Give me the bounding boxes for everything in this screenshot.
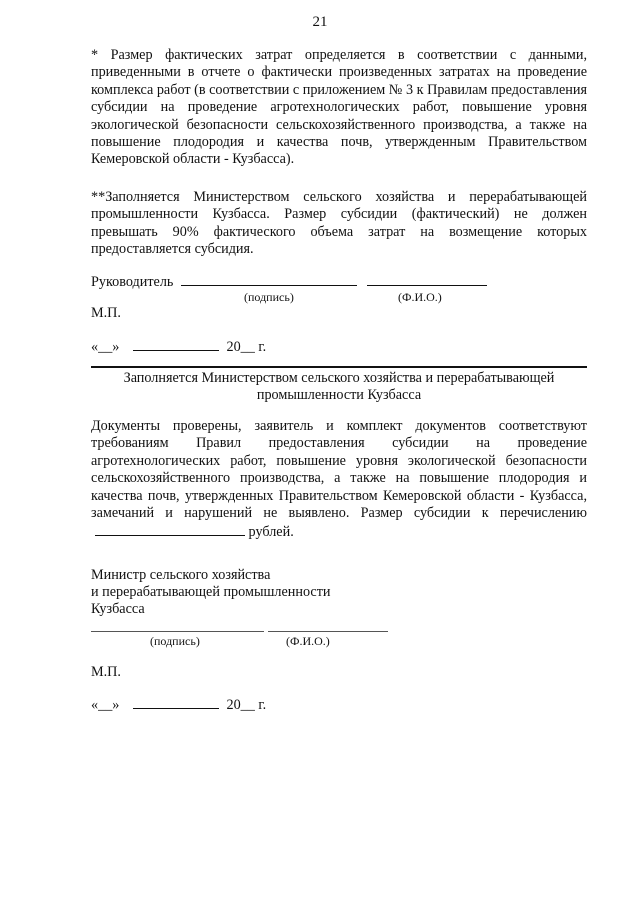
minister-date-month-blank[interactable] [133,695,219,709]
minister-stamp-label: М.П. [91,664,121,680]
ministry-verification-text [91,418,587,542]
minister-signature-blank[interactable] [91,631,264,632]
signature-blank[interactable] [181,272,357,286]
signature-caption: (подпись) [244,290,294,304]
role-label: Руководитель [91,274,174,290]
subsidy-amount-blank[interactable] [95,522,245,536]
ministry-body: Документы проверены, заявитель и комплект документов соответствуют требованиям Правил предоставления субсидии на проведение агротехнологических работ, повышение уровня экологической безопасности сельскохозяйственного производства, а также на повышение плодородия и качества почв, утвержденных Правительством Кемеровской области - Кузбасса, замечаний и нарушений не выявлено. Размер субсидии к перечислению [91,418,587,522]
minister-title-line3: Кузбасса [91,601,145,617]
minister-name-blank[interactable] [268,631,388,632]
page-number: 21 [312,14,328,30]
name-caption: (Ф.И.О.) [398,290,442,304]
minister-date-day: «__» [91,697,120,713]
minister-name-caption: (Ф.И.О.) [286,634,330,648]
stamp-label: М.П. [91,305,121,321]
section-divider [91,366,587,368]
minister-title-line2: и перерабатывающей промышленности [91,584,331,600]
date-year: 20__ г. [226,339,267,355]
date-month-blank[interactable] [133,337,219,351]
date-day: «__» [91,339,120,355]
ministry-heading: Заполняется Министерством сельского хозяйства и перерабатывающей промышленности Кузбасса [123,370,555,404]
minister-date-year: 20__ г. [226,697,267,713]
date-row [91,337,266,356]
applicant-signature-row [91,272,487,291]
minister-signature-caption: (подпись) [150,634,200,648]
name-blank[interactable] [367,272,487,286]
footnote-cost-definition: * Размер фактических затрат определяется в соответствии с данными, приведенными в отчете о фактически произведенных затратах на проведение комплекса работ (в соответствии с приложением № 3 к Правилам предоставления субсидии на проведение агротехнологических работ, повышение уровня экологической безопасности сельскохозяйственного производства, а также на повышение плодородия и качества почв, утвержденным Правительством Кемеровской области - Кузбасса). [91,47,587,168]
minister-date-row [91,695,266,714]
minister-title-line1: Министр сельского хозяйства [91,567,271,583]
footnote-ministry-fill: **Заполняется Министерством сельского хозяйства и перерабатывающей промышленности Кузбасса. Размер субсидии (фактический) не должен превышать 90% фактического объема затрат на возмещение которых предоставляется субсидия. [91,189,587,258]
ministry-body-tail: рублей. [248,524,294,541]
